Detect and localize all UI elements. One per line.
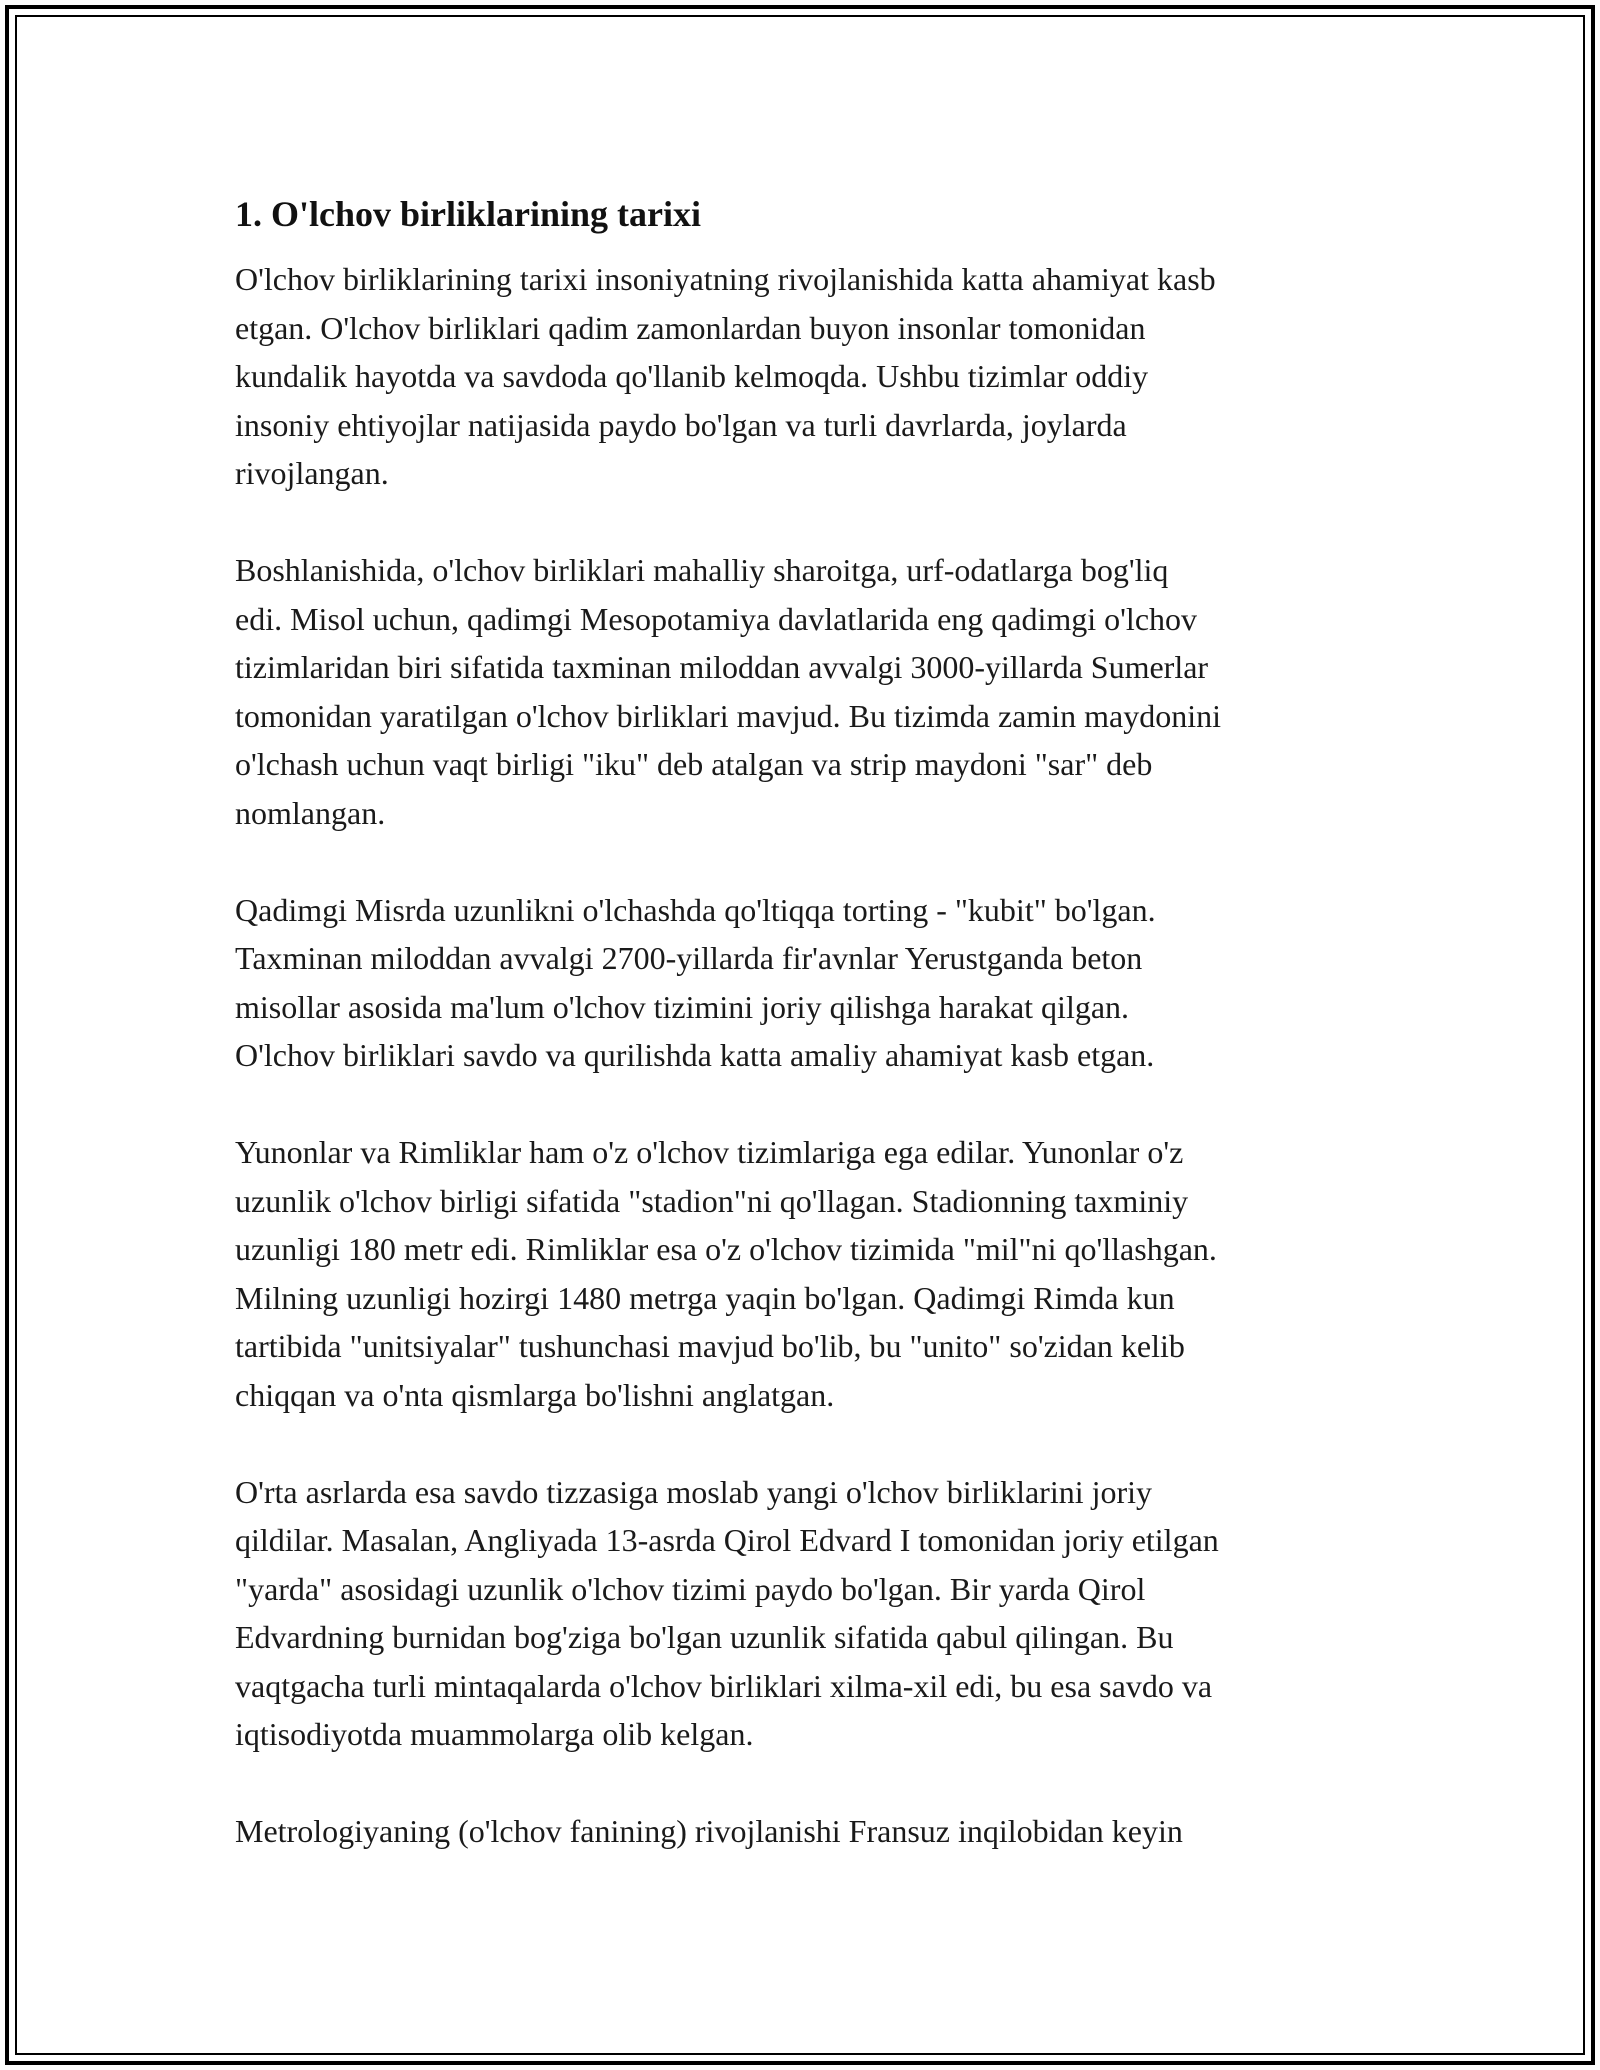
paragraph-metrology: Metrologiyaning (o'lchov fanining) rivojlanishi Fransuz inqilobidan keyin bbox=[235, 1813, 1183, 1849]
paragraph-intro: O'lchov birliklarining tarixi insoniyatning rivojlanishida katta ahamiyat kasb etgan. O'lchov birliklari qadim zamonlardan buyon insonlar tomonidan kundalik hayotda va savdoda qo'llanib kelmoqda. Ushbu tizimlar oddiy insoniy ehtiyojlar natijasida paydo bo'lgan va turli davrlarda, joylarda rivojlangan. bbox=[235, 261, 1216, 491]
section-heading: 1. O'lchov birliklarining tarixi bbox=[235, 194, 702, 234]
paragraph-mesopotamia: Boshlanishida, o'lchov birliklari mahalliy sharoitga, urf-odatlarga bog'liq edi. Misol uchun, qadimgi Mesopotamiya davlatlarida eng qadimgi o'lchov tizimlaridan biri sifatida taxminan miloddan avvalgi 3000-yillarda Sumerlar tomonidan yaratilgan o'lchov birliklari mavjud. Bu tizimda zamin maydonini o'lchash uchun vaqt birligi "iku" deb atalgan va strip maydoni "sar" deb nomlangan. bbox=[235, 552, 1221, 831]
document-body bbox=[235, 186, 1375, 1904]
paragraph-egypt: Qadimgi Misrda uzunlikni o'lchashda qo'ltiqqa torting - "kubit" bo'lgan. Taxminan miloddan avvalgi 2700-yillarda fir'avnlar Yerustganda beton misollar asosida ma'lum o'lchov tizimini joriy qilishga harakat qilgan. O'lchov birliklari savdo va qurilishda katta amaliy ahamiyat kasb etgan. bbox=[235, 891, 1156, 1073]
paragraph-middle-ages: O'rta asrlarda esa savdo tizzasiga moslab yangi o'lchov birliklarini joriy qildilar. Masalan, Angliyada 13-asrda Qirol Edvard I tomonidan joriy etilgan "yarda" asosidagi uzunlik o'lchov tizimi paydo bo'lgan. Bir yarda Qirol Edvardning burnidan bog'ziga bo'lgan uzunlik sifatida qabul qilingan. Bu vaqtgacha turli mintaqalarda o'lchov birliklari xilma-xil edi, bu esa savdo va iqtisodiyotda muammolarga olib kelgan. bbox=[235, 1473, 1219, 1752]
paragraph-greece-rome: Yunonlar va Rimliklar ham o'z o'lchov tizimlariga ega edilar. Yunonlar o'z uzunlik o'lchov birligi sifatida "stadion"ni qo'llagan. Stadionning taxminiy uzunligi 180 metr edi. Rimliklar esa o'z o'lchov tizimida "mil"ni qo'llashgan. Milning uzunligi hozirgi 1480 metrga yaqin bo'lgan. Qadimgi Rimda kun tartibida "unitsiyalar" tushunchasi mavjud bo'lib, bu "unito" so'zidan kelib chiqqan va o'nta qismlarga bo'lishni anglatgan. bbox=[235, 1134, 1217, 1413]
